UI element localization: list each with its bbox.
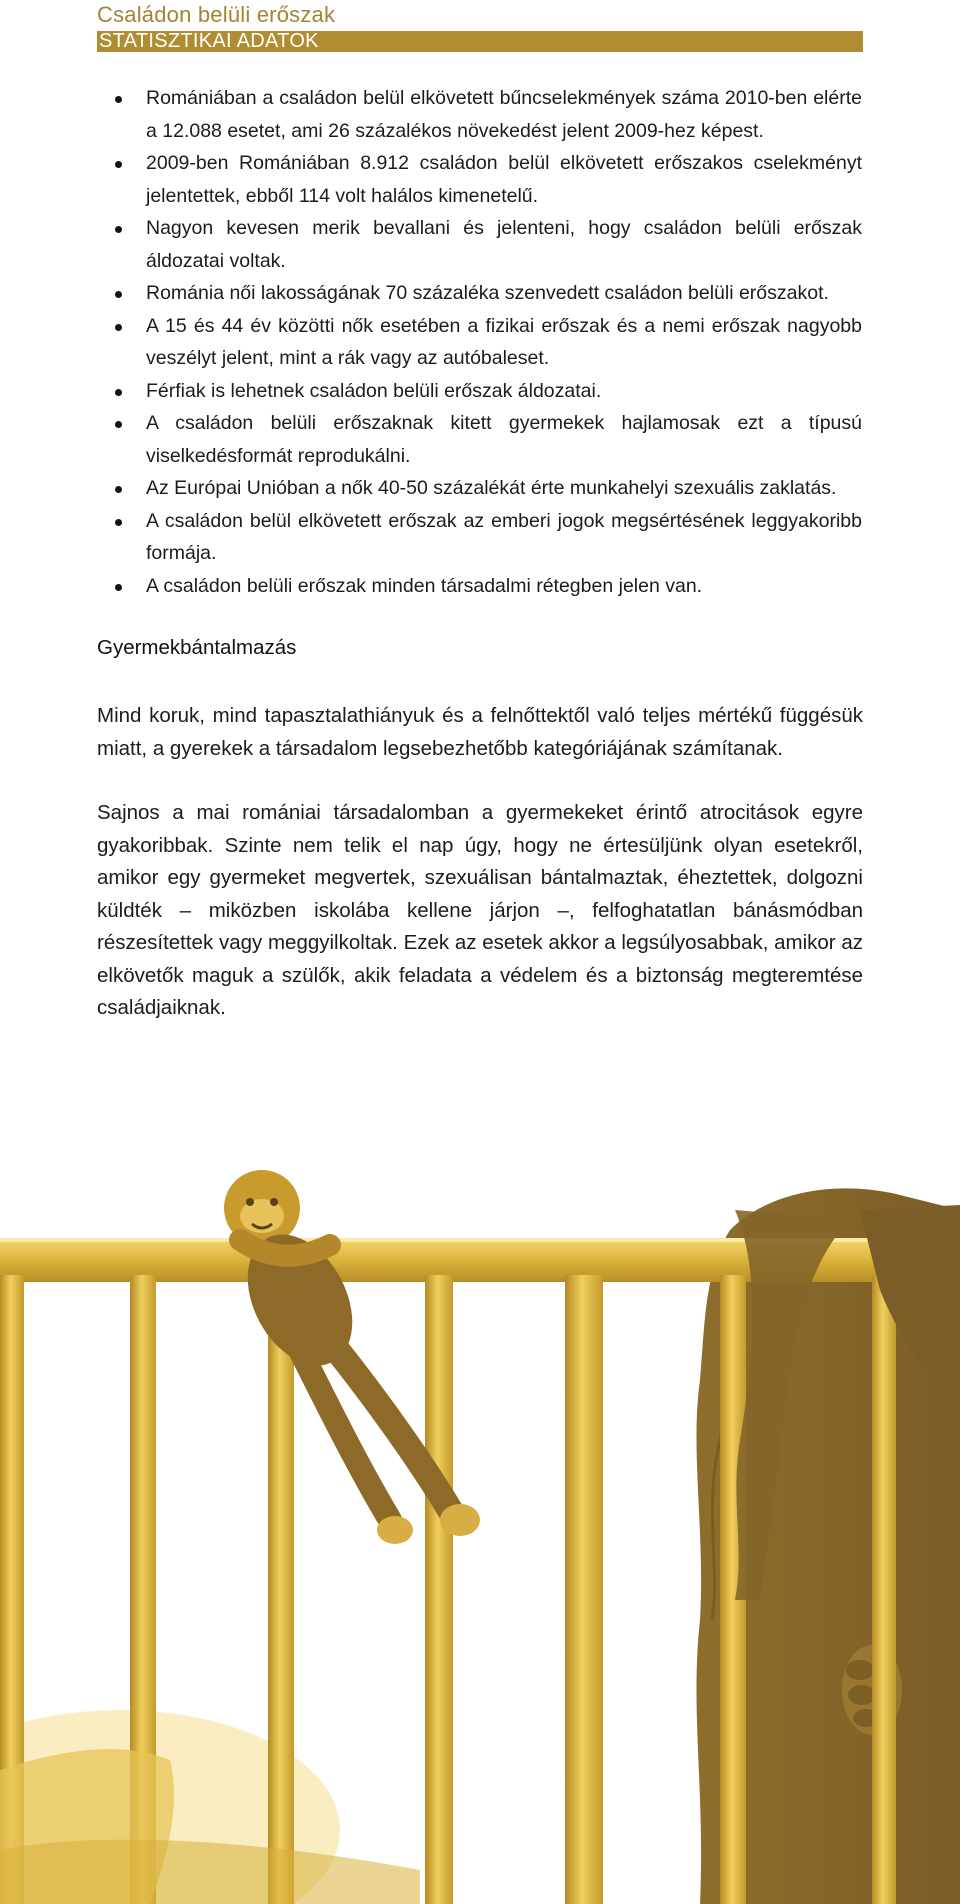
list-item (110, 375, 862, 408)
bullet-icon (115, 584, 122, 591)
list-item (110, 212, 862, 277)
list-item-text: Románia női lakosságának 70 százaléka szenvedett családon belüli erőszakot. (146, 282, 829, 304)
statistics-list (110, 82, 862, 602)
list-item-text: Férfiak is lehetnek családon belüli erőszak áldozatai. (146, 379, 602, 402)
list-item (110, 277, 862, 310)
bullet-icon (115, 519, 122, 526)
list-item (110, 407, 862, 472)
page-title: Családon belüli erőszak (97, 2, 336, 27)
list-item-text: A családon belüli erőszak minden társadalmi rétegben jelen van. (146, 574, 703, 597)
list-item-text: 2009-ben Romániában 8.912 családon belül elkövetett erőszakos cselekményt jelentettek, ebből 114 volt halálos kimenetelű. (146, 152, 862, 207)
section-heading: Gyermekbántalmazás (97, 636, 297, 659)
list-item (110, 147, 862, 212)
list-item (110, 472, 862, 505)
bullet-icon (115, 96, 122, 103)
bullet-icon (115, 324, 122, 331)
bullet-icon (115, 226, 122, 233)
list-item (110, 310, 862, 375)
list-item (110, 82, 862, 147)
list-item-text: A családon belüli erőszaknak kitett gyermekek hajlamosak ezt a típusú viselkedésformát reprodukálni. (146, 412, 862, 467)
child-behind-crib-photo (0, 1150, 960, 1904)
body-paragraph: Mind koruk, mind tapasztalathiányuk és a felnőttektől való teljes mértékű függésük miatt, a gyerekek a társadalom legsebezhetőbb kategóriájának számítanak. (97, 704, 863, 760)
bullet-icon (115, 486, 122, 493)
list-item-text: Romániában a családon belül elkövetett bűncselekmények száma 2010-ben elérte a 12.088 esetet, ami 26 százalékos növekedést jelent 2009-hez képest. (146, 87, 862, 142)
body-paragraph: Sajnos a mai romániai társadalomban a gyermekeket érintő atrocitások egyre gyakoribbak. Szinte nem telik el nap úgy, hogy ne értesüljünk olyan esetekről, amikor egy gyermeket megvertek, szexuálisan bántalmaztak, éheztettek, dolgozni küldték – miközben iskolába kellene járjon –, felfoghatatlan bánásmódban részesítettek vagy meggyilkoltak. Ezek az esetek akkor a legsúlyosabbak, amikor az elkövetők maguk a szülők, akik feladata a védelem és a biztonság megteremtése családjaiknak. (97, 801, 863, 1019)
list-item-text: Az Európai Unióban a nők 40-50 százalékát érte munkahelyi szexuális zaklatás. (146, 477, 837, 499)
list-item (110, 505, 862, 570)
bullet-icon (115, 161, 122, 168)
list-item-text: Nagyon kevesen merik bevallani és jelenteni, hogy családon belüli erőszak áldozatai voltak. (146, 217, 862, 272)
list-item (110, 570, 862, 603)
bullet-icon (115, 291, 122, 298)
bullet-icon (115, 421, 122, 428)
list-item-text: A családon belül elkövetett erőszak az emberi jogok megsértésének leggyakoribb formája. (146, 509, 862, 564)
list-item-text: A 15 és 44 év közötti nők esetében a fizikai erőszak és a nemi erőszak nagyobb veszélyt jelent, mint a rák vagy az autóbaleset. (146, 314, 862, 369)
bullet-icon (115, 389, 122, 396)
section-bar: STATISZTIKAI ADATOK (97, 31, 863, 52)
